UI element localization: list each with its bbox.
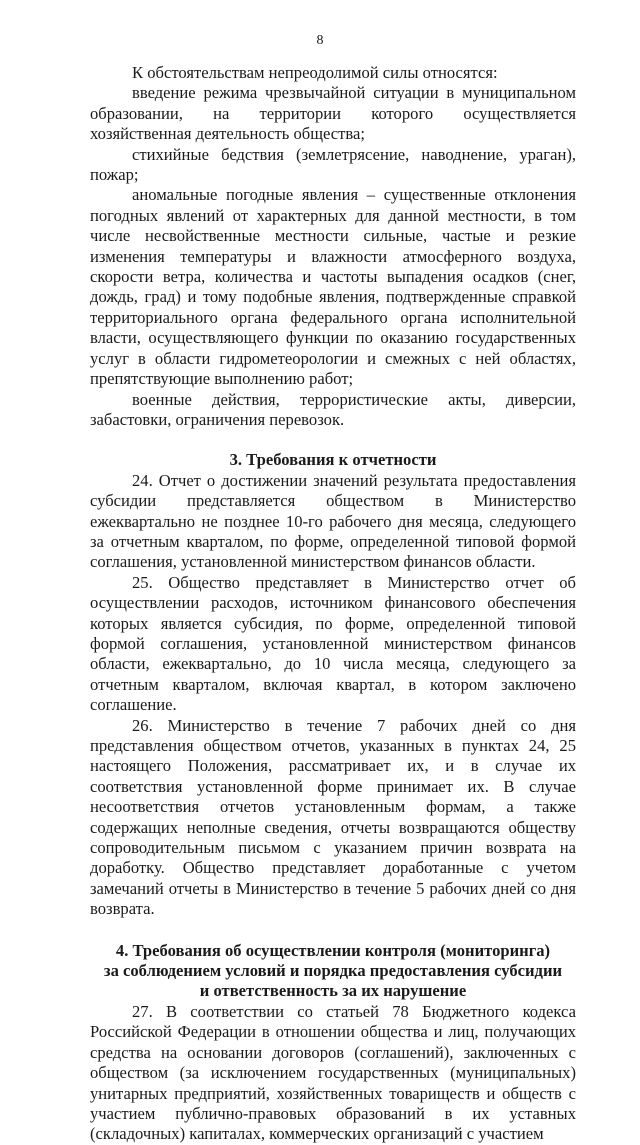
section-4-heading-line: 4. Требования об осуществлении контроля (мониторинга) bbox=[115, 940, 551, 960]
page-number: 8 bbox=[316, 33, 324, 48]
section-4-heading-line: за соблюдением условий и порядка предоставления субсидии bbox=[103, 961, 563, 981]
clause-27: 27. В соответствии со статьей 78 Бюджетного кодекса Российской Федерации в отношении общества и лиц, получающих средства на основании договоров (соглашений), заключенных с обществом (за исключением государственных (муниципальных) унитарных предприятий, хозяйственных товариществ и обществ с участием публично-правовых образований в их уставных (складочных) капиталах, коммерческих организаций с участием bbox=[90, 1001, 576, 1144]
clause-24: 24. Отчет о достижении значений результата предоставления субсидии представляется обществом в Министерство ежеквартально не позднее 10-го рабочего дня месяца, следующего за отчетным кварталом, по форме, определенной типовой формой соглашения, установленной министерством финансов области. bbox=[90, 470, 576, 572]
clause-26: 26. Министерство в течение 7 рабочих дней со дня представления обществом отчетов, указанных в пунктах 24, 25 настоящего Положения, рассматривает их, и в случае их соответствия установленной форме принимает их. В случае несоответствия отчетов установленным формам, а также содержащих неполные сведения, отчеты возвращаются обществу сопроводительным письмом с указанием причин возврата на доработку. Общество представляет доработанные с учетом замечаний отчеты в Министерство в течение 5 рабочих дней со дня возврата. bbox=[90, 715, 576, 919]
force-majeure-item: введение режима чрезвычайной ситуации в муниципальном образовании, на территории которого осуществляется хозяйственная деятельность общества; bbox=[90, 83, 576, 144]
section-spacer bbox=[90, 920, 576, 941]
force-majeure-item: стихийные бедствия (землетрясение, наводнение, ураган), пожар; bbox=[90, 144, 576, 185]
clause-25: 25. Общество представляет в Министерство отчет об осуществлении расходов, источником финансового обеспечения которых является субсидия, по форме, определенной типовой формой соглашения, установленной министерством финансов области, ежеквартально, до 10 числа месяца, следующего за отчетным кварталом, включая квартал, в котором заключено соглашение. bbox=[90, 572, 576, 715]
section-4-heading-line: и ответственность за их нарушение bbox=[199, 981, 467, 1001]
force-majeure-item: военные действия, террористические акты, диверсии, забастовки, ограничения перевозок. bbox=[90, 389, 576, 429]
force-majeure-intro: К обстоятельствам непреодолимой силы относятся: bbox=[132, 63, 498, 82]
force-majeure-item: аномальные погодные явления – существенные отклонения погодных явлений от характерных для данной местности, в том числе несвойственные местности сильные, частые и резкие изменения температуры и влажности атмосферного воздуха, скорости ветра, количества и частоты выпадения осадков (снег, дождь, град) и тому подобные явления, подтвержденные справкой территориального органа федерального органа исполнительной власти, осуществляющего функции по оказанию государственных услуг в области гидрометеорологии и смежных с ней областях, препятствующие выполнению работ; bbox=[90, 185, 576, 389]
document-body bbox=[90, 63, 576, 1145]
section-4-heading bbox=[90, 941, 576, 1002]
section-3-heading: 3. Требования к отчетности bbox=[229, 450, 437, 470]
section-spacer bbox=[90, 430, 576, 450]
